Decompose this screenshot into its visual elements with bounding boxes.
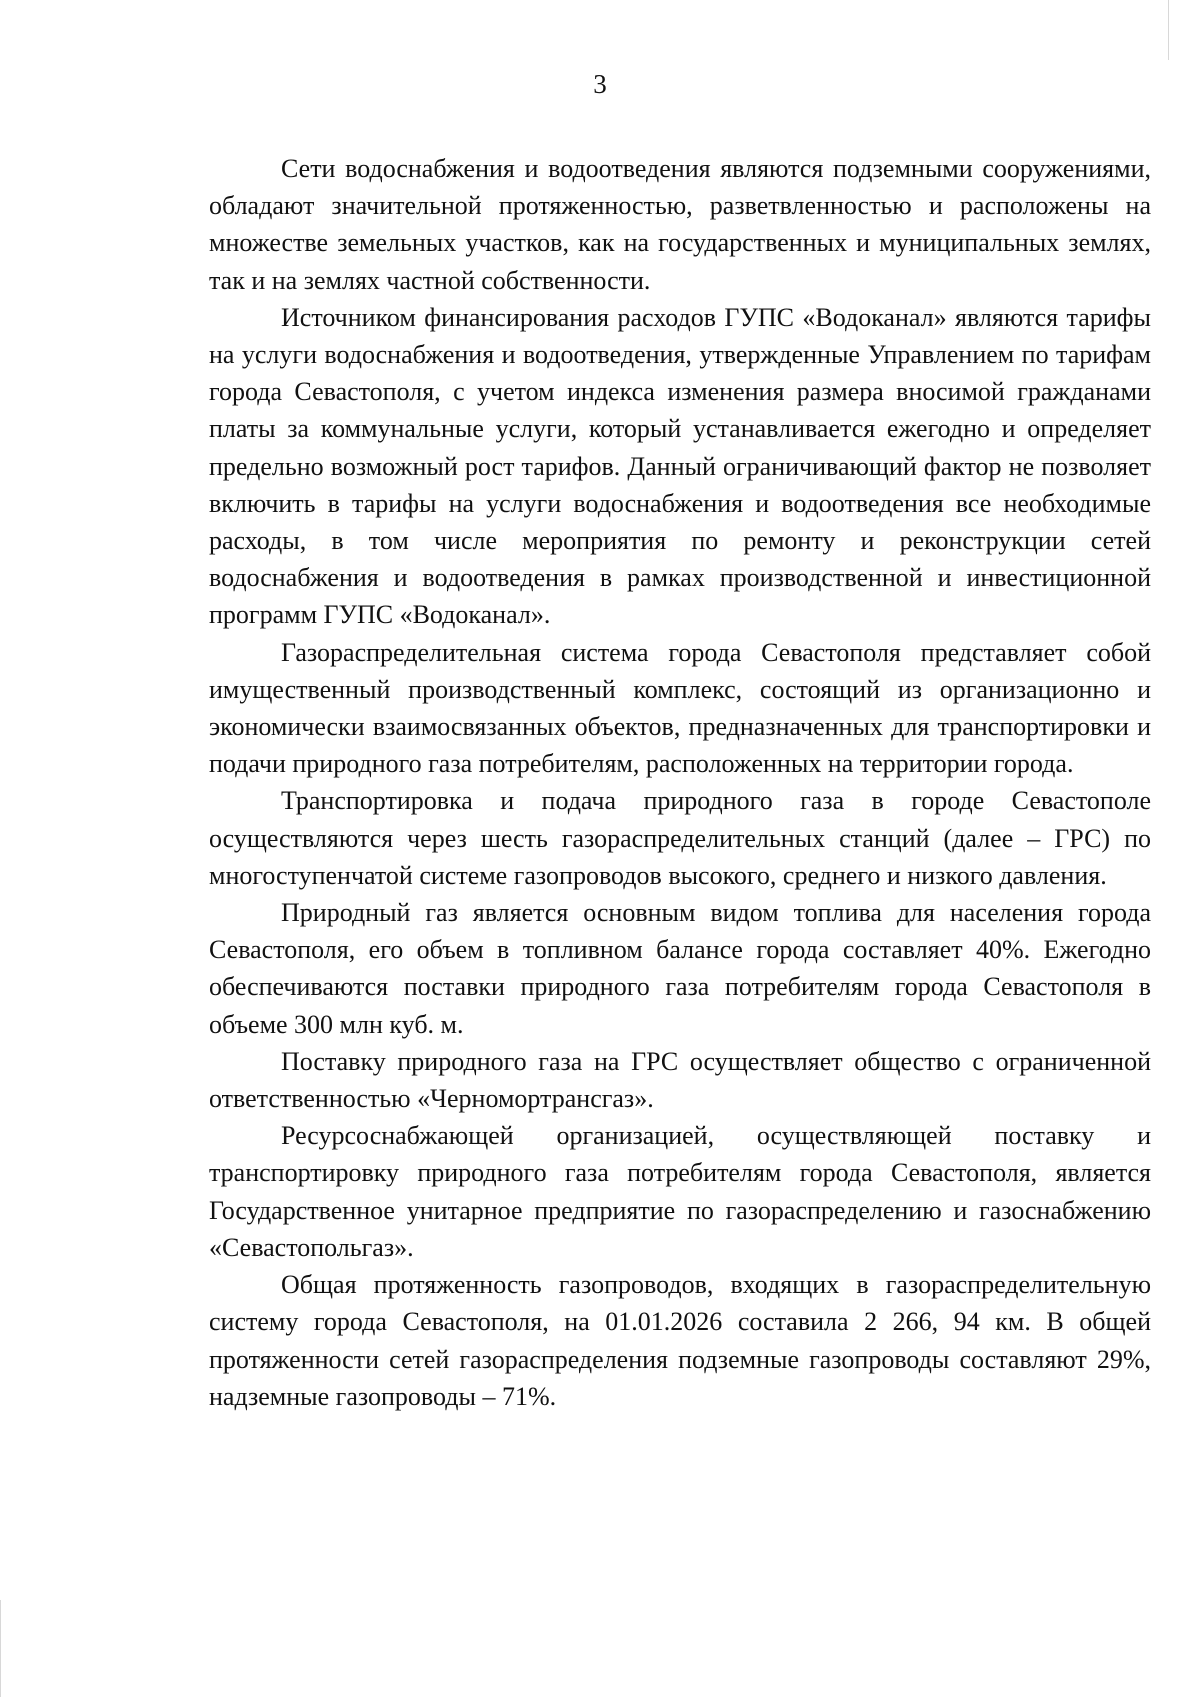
paragraph-water-networks: Сети водоснабжения и водоотведения являются подземными сооружениями, обладают значительной протяженностью, разветвленностью и расположены на множестве земельных участков, как на государственных и муниципальных землях, так и на землях частной собственности. [209,154,1151,295]
paragraph-natural-gas-share: Природный газ является основным видом топлива для населения города Севастополя, его объем в топливном балансе города составляет 40%. Ежегодно обеспечиваются поставки природного газа потребителям города Севастополя в объеме 300 млн куб. м. [209,898,1151,1039]
paragraph-gas-distribution-system: Газораспределительная система города Севастополя представляет собой имущественный производственный комплекс, состоящий из организационно и экономически взаимосвязанных объектов, предназначенных для транспортировки и подачи природного газа потребителям, расположенных на территории города. [209,637,1151,779]
scan-edge-mark [0,1600,1,1697]
document-body [209,150,1151,1415]
scan-edge-mark [1168,0,1169,60]
paragraph-gas-transportation: Транспортировка и подача природного газа в городе Севастополе осуществляются через шесть газораспределительных станций (далее – ГРС) по многоступенчатой системе газопроводов высокого, среднего и низкого давления. [209,786,1151,890]
paragraph-pipeline-length: Общая протяженность газопроводов, входящих в газораспределительную систему города Севастополя, на 01.01.2026 составила 2 266, 94 км. В общей протяженности сетей газораспределения подземные газопроводы составляют 29%, надземные газопроводы – 71%. [209,1270,1151,1411]
paragraph-resource-supplier: Ресурсоснабжающей организацией, осуществляющей поставку и транспортировку природного газа потребителям города Севастополя, является Государственное унитарное предприятие по газораспределению и газоснабжению «Севастопольгаз». [209,1121,1151,1262]
paragraph-vodokanal-financing: Источником финансирования расходов ГУПС «Водоканал» являются тарифы на услуги водоснабжения и водоотведения, утвержденные Управлением по тарифам города Севастополя, с учетом индекса изменения размера вносимой гражданами платы за коммунальные услуги, который устанавливается ежегодно и определяет предельно возможный рост тарифов. Данный ограничивающий фактор не позволяет включить в тарифы на услуги водоснабжения и водоотведения все необходимые расходы, в том числе мероприятия по ремонту и реконструкции сетей водоснабжения и водоотведения в рамках производственной и инвестиционной программ ГУПС «Водоканал». [209,302,1151,630]
paragraph-gas-supplier: Поставку природного газа на ГРС осуществляет общество с ограниченной ответственностью «Черномортрансгаз». [209,1046,1151,1114]
page-number: 3 [593,69,607,99]
